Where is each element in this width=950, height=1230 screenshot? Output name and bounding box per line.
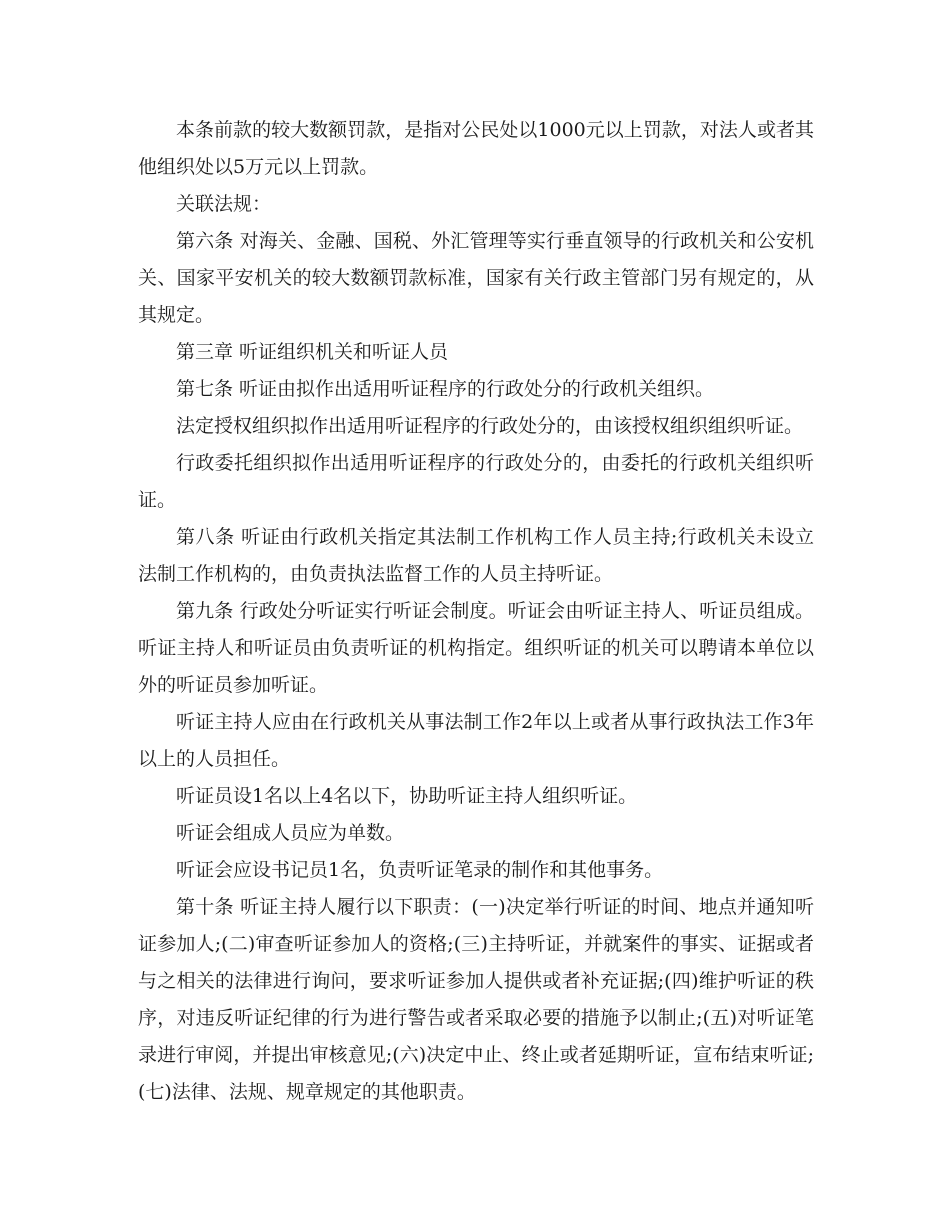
paragraph-entrusted-organization: 行政委托组织拟作出适用听证程序的行政处分的，由委托的行政机关组织听证。 xyxy=(138,452,814,511)
document-body xyxy=(138,112,814,1111)
paragraph-penalty-definition: 本条前款的较大数额罚款，是指对公民处以1000元以上罚款，对法人或者其他组织处以5万元以上罚款。 xyxy=(138,119,814,178)
paragraph-host-qualification: 听证主持人应由在行政机关从事法制工作2年以上或者从事行政执法工作3年以上的人员担任。 xyxy=(138,711,814,770)
paragraph-article-6: 第六条 对海关、金融、国税、外汇管理等实行垂直领导的行政机关和公安机关、国家平安机关的较大数额罚款标准，国家有关行政主管部门另有规定的，从其规定。 xyxy=(138,230,814,326)
paragraph-article-9: 第九条 行政处分听证实行听证会制度。听证会由听证主持人、听证员组成。听证主持人和听证员由负责听证的机构指定。组织听证的机关可以聘请本单位以外的听证员参加听证。 xyxy=(138,600,814,696)
paragraph-clerk: 听证会应设书记员1名，负责听证笔录的制作和其他事务。 xyxy=(176,859,664,881)
paragraph-related-regulations: 关联法规： xyxy=(176,193,272,215)
paragraph-odd-members: 听证会组成人员应为单数。 xyxy=(176,822,405,844)
chapter-3-heading: 第三章 听证组织机关和听证人员 xyxy=(176,341,449,363)
paragraph-article-8: 第八条 听证由行政机关指定其法制工作机构工作人员主持;行政机关未设立法制工作机构的，由负责执法监督工作的人员主持听证。 xyxy=(138,526,814,585)
paragraph-article-7: 第七条 听证由拟作出适用听证程序的行政处分的行政机关组织。 xyxy=(176,378,715,400)
paragraph-hearing-officers: 听证员设1名以上4名以下，协助听证主持人组织听证。 xyxy=(176,785,638,807)
paragraph-authorized-organization: 法定授权组织拟作出适用听证程序的行政处分的，由该授权组织组织听证。 xyxy=(176,415,804,437)
paragraph-article-10: 第十条 听证主持人履行以下职责：(一)决定举行听证的时间、地点并通知听证参加人;(二)审查听证参加人的资格;(三)主持听证，并就案件的事实、证据或者与之相关的法律进行询问，要求听证参加人提供或者补充证据;(四)维护听证的秩序，对违反听证纪律的行为进行警告或者采取必要的措施予以制止;(五)对听证笔录进行审阅，并提出审核意见;(六)决定中止、终止或者延期听证，宣布结束听证;(七)法律、法规、规章规定的其他职责。 xyxy=(138,896,814,1103)
